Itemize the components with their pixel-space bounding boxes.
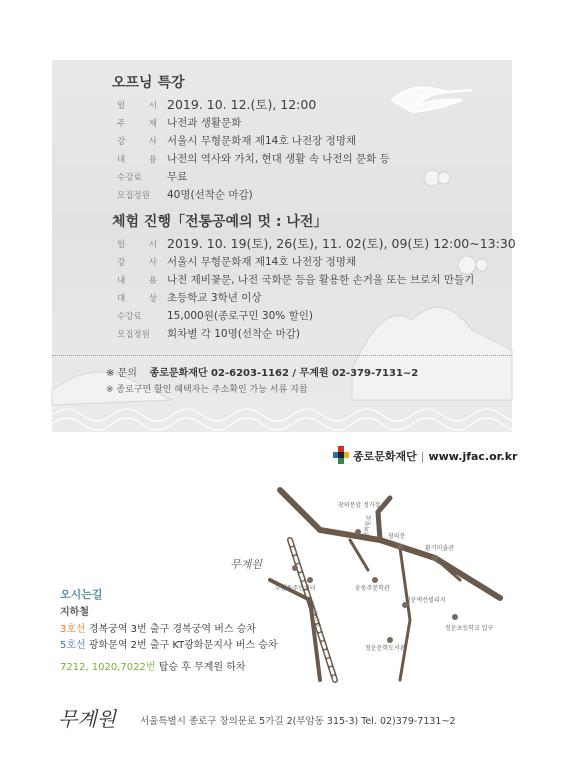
inquiry-contacts: 종로문화재단 02-6203-1162 / 무계원 02-379-7131~2	[149, 368, 419, 379]
crane-illustration	[392, 88, 472, 113]
detail-value: 나전의 역사와 가치, 현대 생활 속 나전의 문화 등	[167, 153, 390, 165]
map-label-library: 청운문학도서관	[365, 645, 406, 652]
line3-directions	[60, 620, 256, 635]
map-marker-changuimun	[397, 544, 403, 550]
line5-text: 광화문역 2번 출구 KT광화문지사 버스 승차	[85, 640, 278, 651]
map-marker-library	[387, 637, 393, 643]
foundation-logo-icon	[333, 446, 349, 466]
detail-value: 15,000원(종로구민 30% 할인)	[167, 310, 313, 322]
detail-label: 수강료	[117, 173, 142, 183]
map-marker-bus	[355, 529, 361, 535]
directions-title: 오시는길	[60, 588, 103, 601]
map-label-bus-stop: 창의문앞 정거장	[338, 502, 381, 509]
map-label-art-center: 환기미술관	[425, 545, 454, 552]
map-road-east	[400, 548, 410, 680]
map-label-tunnel: 자하문터널	[306, 598, 322, 629]
subway-heading: 지하철	[60, 607, 89, 618]
detail-label: 대 상	[117, 294, 157, 304]
detail-label: 모집정원	[117, 330, 150, 340]
map-label-road: 창의문로	[362, 514, 374, 539]
line3-tag: 3호선	[60, 624, 86, 635]
brand-line	[333, 445, 517, 467]
detail-label: 주 제	[117, 119, 157, 129]
map-label-villa: 청운벽산빌리지	[405, 597, 446, 604]
detail-value: 40명(선착순 마감)	[167, 189, 253, 201]
map-marker-yun	[372, 577, 378, 583]
map-road-branch	[350, 540, 368, 570]
bus-tag: 7212, 1020,7022번	[60, 662, 156, 673]
map-label-changuimun: 창의문	[388, 533, 406, 540]
detail-value: 서울시 무형문화재 제14호 나전장 정명채	[167, 256, 356, 268]
divider	[52, 355, 512, 356]
detail-label: 내 용	[117, 155, 157, 165]
opening-lecture-title: 오프닝 특강	[112, 75, 185, 91]
detail-label: 일 시	[117, 240, 157, 250]
detail-value: 2019. 10. 12.(토), 12:00	[167, 97, 317, 112]
detail-label: 내 용	[117, 276, 157, 286]
map-marker-mugyewon	[292, 565, 298, 571]
detail-value: 나전과 생활문화	[167, 117, 242, 129]
bus-text: 탑승 후 무계원 하차	[155, 662, 246, 673]
detail-value: 나전 제비꽃문, 나전 국화문 등을 활용한 손거울 또는 브로치 만들기	[167, 274, 475, 286]
discount-note: ※ 종로구민 할인 혜택자는 주소확인 가능 서류 지참	[106, 385, 308, 395]
detail-value: 무료	[167, 171, 188, 183]
brand-separator: |	[420, 449, 425, 463]
detail-value: 회차별 각 10명(선착순 마감)	[167, 328, 300, 340]
map-marker-artcenter	[432, 555, 438, 561]
foundation-name: 종로문화재단	[353, 450, 417, 463]
line5-tag: 5호선	[60, 640, 86, 651]
location-map	[230, 490, 500, 680]
inquiry-prefix: ※ 문의	[106, 368, 137, 379]
foundation-url[interactable]: www.jfac.or.kr	[428, 449, 518, 463]
map-road-main	[280, 490, 500, 598]
map-label-school: 청운초등학교 입구	[445, 625, 494, 632]
detail-label: 수강료	[117, 312, 142, 322]
map-road-left	[270, 580, 320, 680]
detail-value: 초등학교 3학년 이상	[167, 292, 262, 304]
footer-address: 서울특별시 종로구 창의문로 5가길 2(부암동 315-3) Tel. 02)379-7131~2	[140, 716, 456, 727]
detail-label: 강 사	[117, 258, 157, 268]
detail-label: 모집정원	[117, 191, 150, 201]
detail-value: 2019. 10. 19(토), 26(토), 11. 02(토), 09(토) 12:00~13:30	[167, 236, 516, 251]
map-label-yun-museum: 윤동주문학관	[355, 585, 390, 592]
map-label-mugyewon: 무계원	[230, 558, 262, 571]
map-label-community-center: 부암동주민센터	[275, 585, 316, 592]
line5-directions	[60, 636, 278, 651]
mugyewon-logo: 무계원	[58, 707, 116, 731]
detail-value: 서울시 무형문화재 제14호 나전장 정명채	[167, 135, 356, 147]
bus-directions	[60, 658, 246, 673]
inquiry-line	[106, 364, 418, 379]
workshop-title: 체험 진행「전통공예의 멋 : 나전」	[112, 214, 328, 230]
map-marker-community	[307, 577, 313, 583]
line3-text: 경복궁역 3번 출구 경복궁역 버스 승차	[85, 624, 257, 635]
detail-label: 일 시	[117, 101, 157, 111]
map-marker-school	[452, 614, 458, 620]
detail-label: 강 사	[117, 137, 157, 147]
wave-pattern	[52, 409, 532, 430]
